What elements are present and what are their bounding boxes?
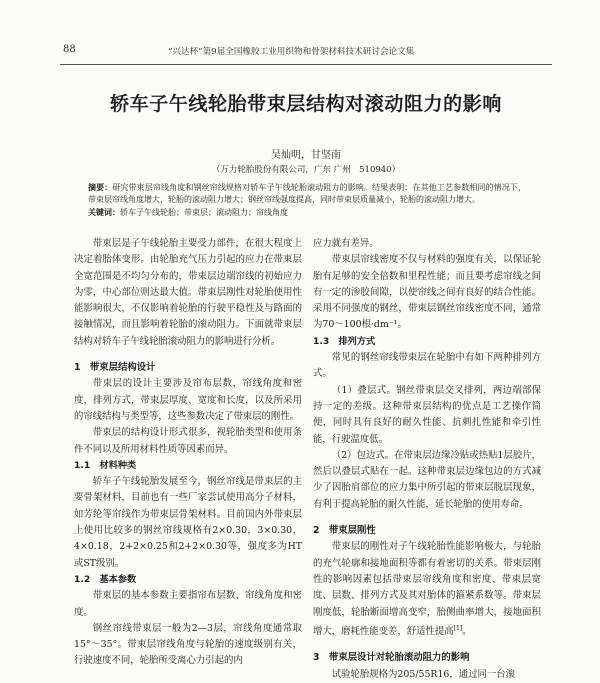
keywords-label: 关键词： <box>88 207 120 217</box>
running-title: “兴达杯”第9届全国橡胶工业用织物和骨架材料技术研讨会论文集 <box>168 47 415 57</box>
section-3-paragraph: 试验轮胎规格为205/55R16，通过同一台滚 <box>331 668 516 680</box>
section-1-paragraph-1: 带束层的设计主要涉及帘布层数，帘线角度和密度，排列方式，带束层厚度、宽度和长度，以及所采用的帘线结构与类型等，这些参数决定了带束层的刚性。 <box>74 378 302 422</box>
section-2-text: 带束层的刚性对子午线轮胎性能影响极大，与轮胎的充气轮廓和接地面积等都有着密切的关系。带束层刚性的影响因素包括带束层帘线角度和密度、带束层宽度、层数、排列方式及其对胎体的箍紧系数等。带束层刚度低，轮胎断面增高变窄，胎侧曲率增大，接地面积增大，磨耗性能变差，舒适性提高 <box>313 541 541 637</box>
section-2-heading: 2 带束层刚性 <box>313 525 376 537</box>
intro-paragraph: 带束层是子午线轮胎主要受力部件，在很大程度上决定着胎体变形。由轮胎充气压力引起的应力在带束层全宽范围是不均匀分布的，带束层边端帘线的初始应力为零，中心部位则达最大值。带束层刚性对轮胎使用性能影响很大，不仅影响着轮胎的行驶平稳性及与路面的接触情况，而且影响着轮胎的滚动阻力。下面就带束层结构对轿车子午线轮胎滚动阻力的影响进行分析。 <box>74 238 302 347</box>
section-1-heading: 1 带束层结构设计 <box>74 362 156 374</box>
abstract-label: 摘要： <box>88 182 113 192</box>
page-number: 88 <box>63 44 76 55</box>
section-1-1-paragraph: 轿车子午线轮胎发展至今，钢丝帘线是带束层的主要骨架材料，目前也有一些厂家尝试使用高分子材料，如芳纶等帘线作为带束层骨架材料。目前国内外带束层上使用比较多的钢丝帘线规格有2×0.30，3×0.30，4×0.18，2+2×0.25和2+2×0.30等，强度多为HT或ST级别。 <box>74 476 302 569</box>
section-2-paragraph <box>313 539 541 640</box>
section-1-3-heading: 1.3 排列方式 <box>313 335 376 347</box>
section-1-3-paragraph-1: 常见的钢丝帘线带束层在轮胎中有如下两种排列方式。 <box>313 352 541 380</box>
abstract <box>88 181 526 206</box>
running-header <box>0 44 600 58</box>
authors: 吴灿明，甘坚南 <box>271 150 341 161</box>
cord-density-paragraph: 带束层帘线密度不仅与材料的强度有关，以保证轮胎有足够的安全倍数和里程性能；而且要考虑帘线之间有一定的渗胶间隙，以使帘线之间有良好的结合性能。采用不同强度的钢丝，带束层钢丝帘线密度不同，通常为70～100根·dm⁻¹。 <box>313 254 541 331</box>
section-1-3-paragraph-2: （1）叠层式。钢丝带束层交叉排列，两边端部保持一定的差级。这种带束层结构的优点是工艺操作简便，同时具有良好的耐久性能、抗刺扎性能和牵引性能，行驶温度低。 <box>313 384 541 445</box>
abstract-text: 研究带束层帘线角度和钢丝帘线规格对轿车子午线轮胎滚动阻力的影响。结果表明：在其他工艺参数相同的情况下，带束层帘线角度增大，轮胎的滚动阻力增大；钢丝帘线强度提高，同时带束层质量减小，轮胎的滚动阻力增大。 <box>88 183 526 205</box>
header-rule <box>60 64 552 65</box>
section-2-end: 。 <box>462 625 472 637</box>
left-column <box>74 236 302 670</box>
keywords <box>88 206 526 219</box>
section-1-2-heading: 1.2 基本参数 <box>74 573 137 585</box>
section-1-2-paragraph-2: 钢丝帘线带束层一般为2—3层，帘线角度通常取15°～35°。带束层帘线角度与轮胎的速度级别有关，行驶速度不同，轮胎所受离心力引起的内 <box>74 622 302 667</box>
section-1-paragraph-2: 带束层的结构设计形式很多，视轮胎类型和使用条件不同以及所用材料性质等因素而异。 <box>74 427 302 455</box>
section-1-3-paragraph-3: （2）包边式。在带束层边缘冷贴或热贴1层胶片，然后以叠层式贴在一起。这种带束层边缘包边的方式减少了因胎肩部位的应力集中所引起的带束层脱层现象，有利于提高轮胎的耐久性能，延长轮胎的使用寿命。 <box>313 449 541 510</box>
section-1-2-paragraph-1: 带束层的基本参数主要指帘布层数、帘线角度和密度。 <box>74 590 302 618</box>
right-column <box>313 236 541 683</box>
section-1-1-heading: 1.1 材料种类 <box>74 459 137 471</box>
section-3-heading: 3 带束层设计对轮胎滚动阻力的影响 <box>313 652 470 664</box>
affiliation: （万力轮胎股份有限公司，广东 广州 510940） <box>211 165 401 175</box>
article-title: 轿车子午线轮胎带束层结构对滚动阻力的影响 <box>109 93 502 115</box>
reference-marker: [1] <box>453 624 463 632</box>
continued-paragraph: 应力就有差异。 <box>313 238 379 249</box>
keywords-text: 轿车子午线轮胎；带束层；滚动阻力；帘线角度 <box>120 208 288 217</box>
